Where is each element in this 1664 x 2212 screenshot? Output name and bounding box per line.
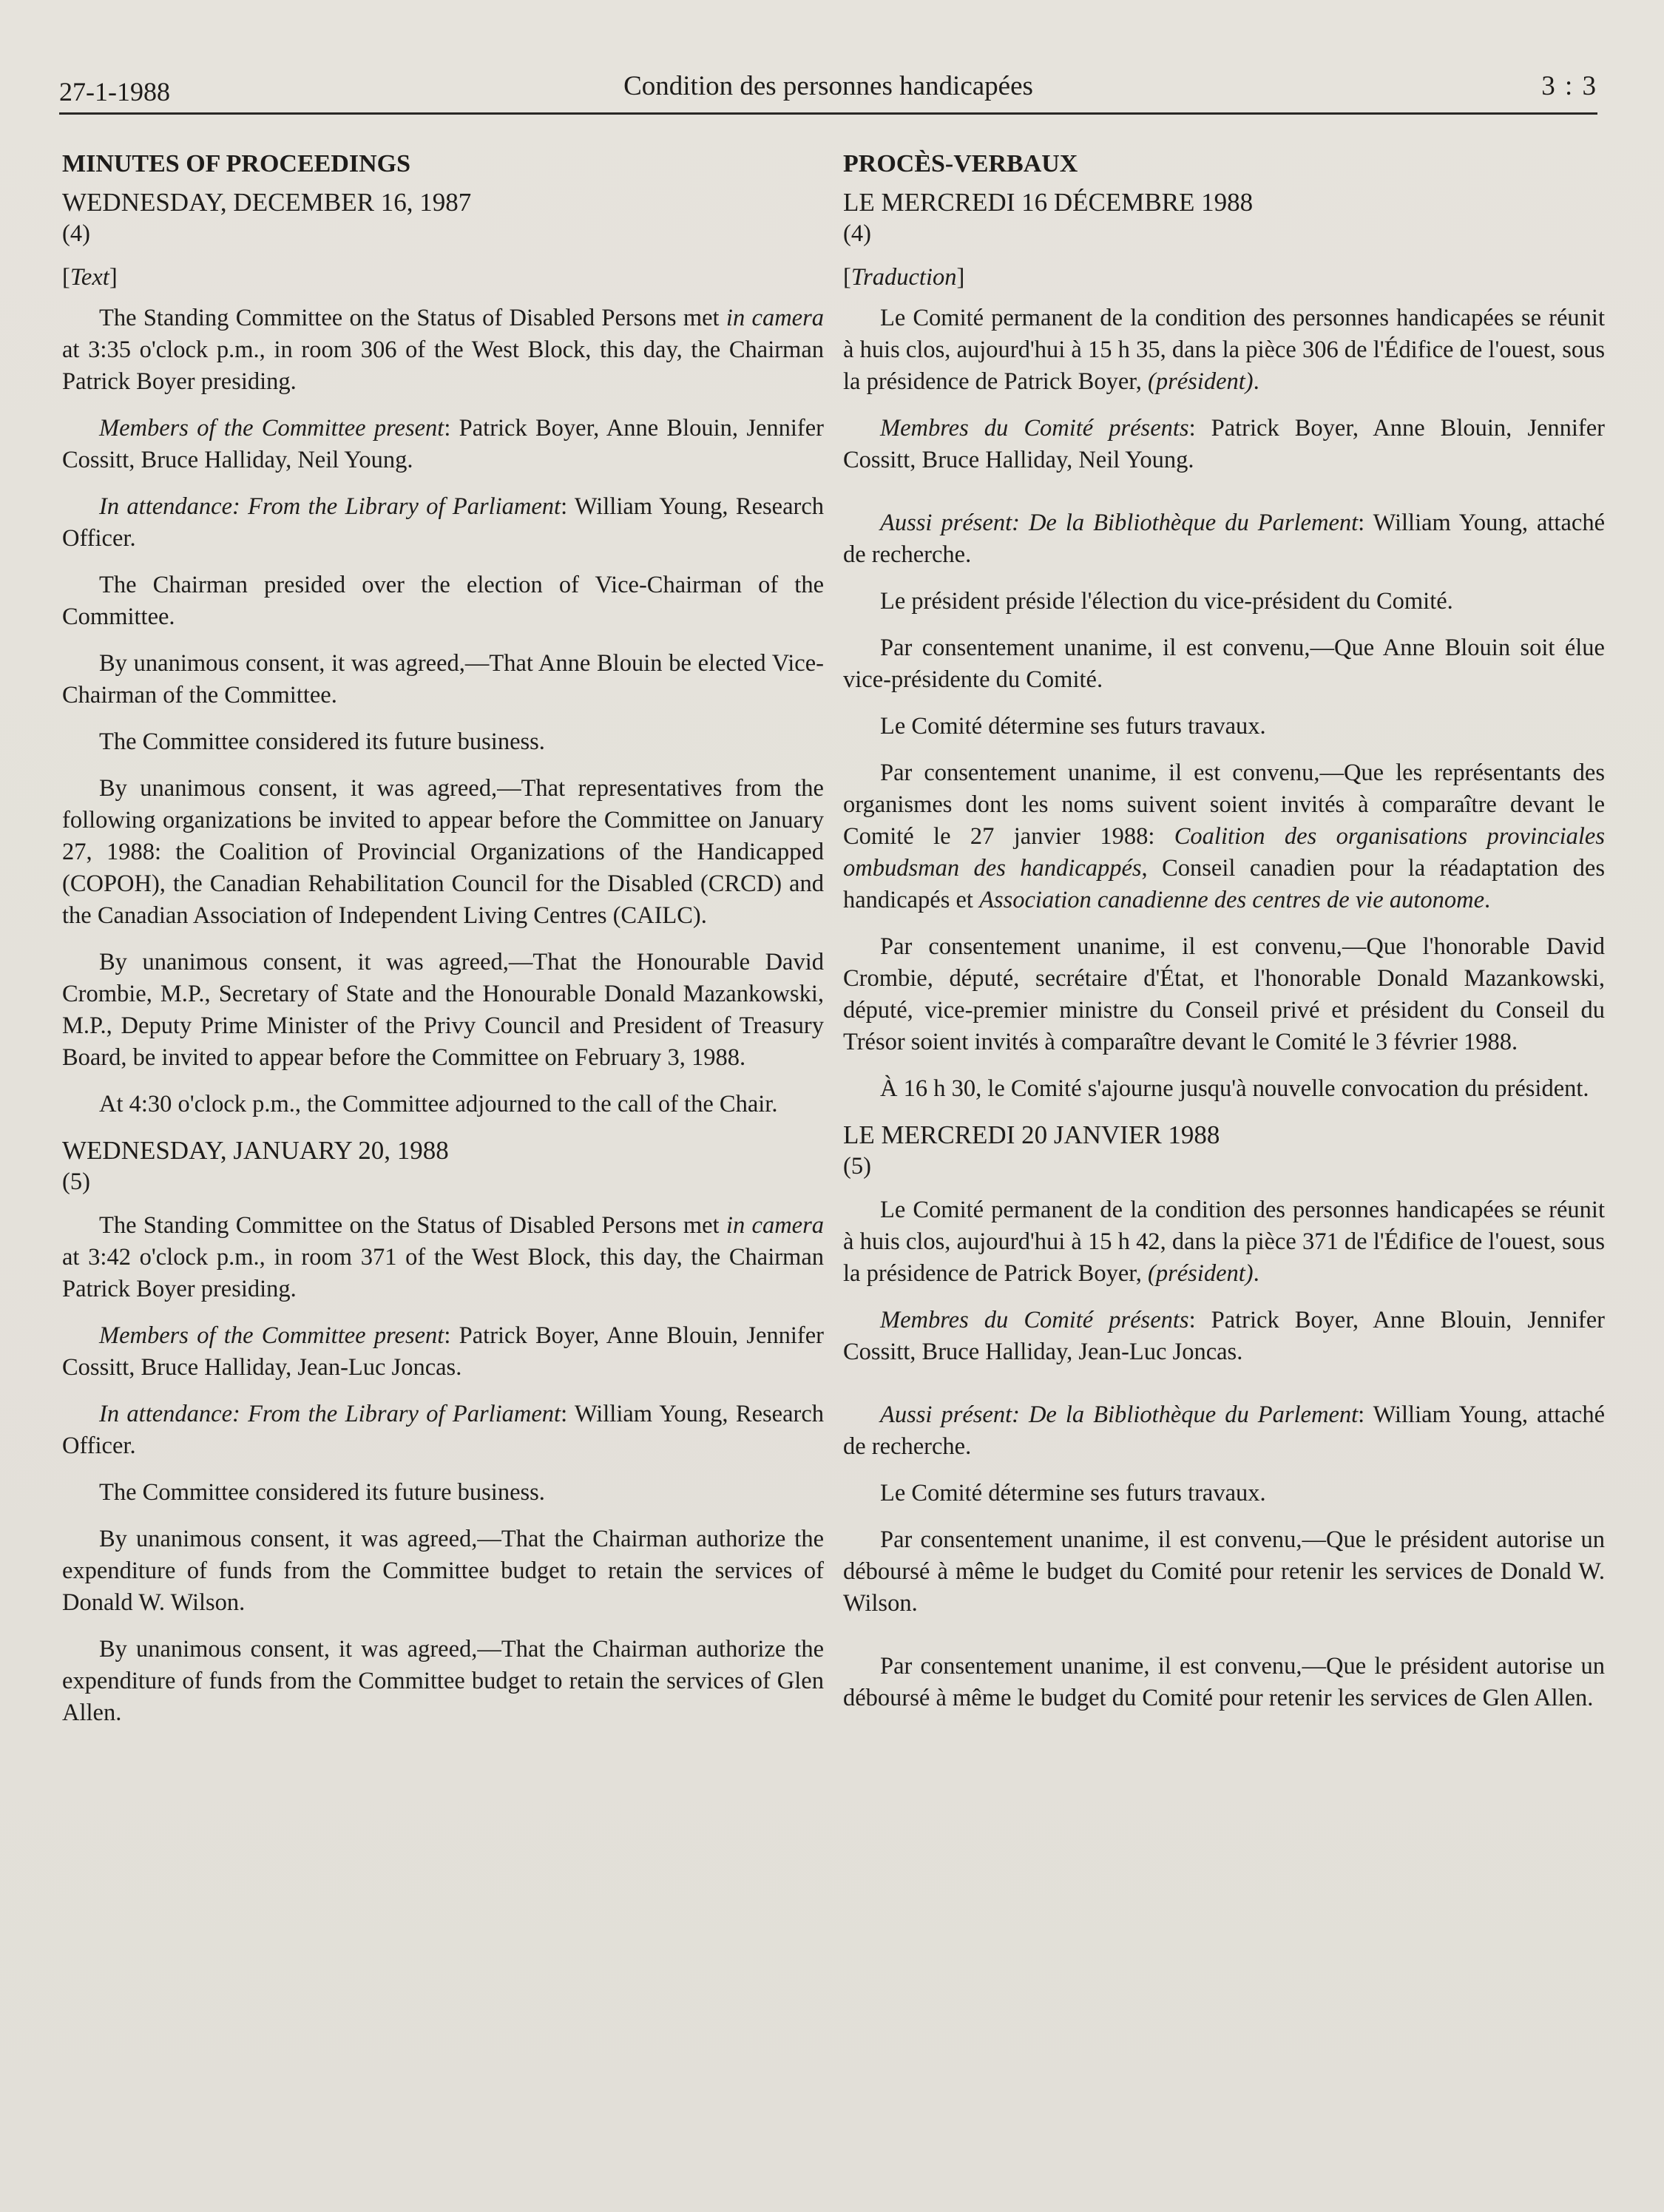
french-heading: PROCÈS-VERBAUX xyxy=(843,150,1078,177)
translation-label-fr: [Traduction] xyxy=(843,264,965,291)
english-heading: MINUTES OF PROCEEDINGS xyxy=(62,150,411,177)
english-column xyxy=(62,148,824,1744)
meeting2-p3-en: By unanimous consent, it was agreed,—That the Chairman authorize the expenditure of funds from the Committee budget to retain the services of Glen Allen. xyxy=(62,1636,824,1726)
header-date: 27-1-1988 xyxy=(59,77,170,106)
meeting2-p2-en: By unanimous consent, it was agreed,—That the Chairman authorize the expenditure of funds from the Committee budget to retain the services of Donald W. Wilson. xyxy=(62,1526,824,1616)
header-title: Condition des personnes handicapées xyxy=(623,71,1033,101)
meeting1-p6-en: At 4:30 o'clock p.m., the Committee adjourned to the call of the Chair. xyxy=(99,1091,778,1117)
meeting1-p3-fr: Le Comité détermine ses futurs travaux. xyxy=(880,713,1266,740)
meeting1-p6-fr: À 16 h 30, le Comité s'ajourne jusqu'à nouvelle convocation du président. xyxy=(880,1075,1589,1102)
meeting1-p5-fr: Par consentement unanime, il est convenu,—Que l'honorable David Crombie, député, secrétaire d'État, et l'honorable Donald Mazankowski, député, vice-premier ministre du Conseil privé et président du Conseil du Trésor soient invités à comparaître devant le Comité le 3 février 1988. xyxy=(843,933,1605,1055)
meeting1-p2-en: By unanimous consent, it was agreed,—That Anne Blouin be elected Vice-Chairman of the Committee. xyxy=(62,650,824,708)
meeting2-p3-fr: Par consentement unanime, il est convenu,—Que le président autorise un déboursé à même le budget du Comité pour retenir les services de Glen Allen. xyxy=(843,1653,1605,1711)
meeting2-number-en: (5) xyxy=(62,1168,90,1195)
meeting2-p1-en: The Committee considered its future business. xyxy=(99,1479,545,1506)
meeting1-date-en: WEDNESDAY, DECEMBER 16, 1987 xyxy=(62,188,472,217)
meeting1-date-fr: LE MERCREDI 16 DÉCEMBRE 1988 xyxy=(843,188,1254,217)
meeting2-members-fr: Membres du Comité présents: Patrick Boyer, Anne Blouin, Jennifer Cossitt, Bruce Halliday, Jean-Luc Joncas. xyxy=(843,1307,1605,1365)
header-rule xyxy=(59,112,1597,115)
running-head xyxy=(59,70,1597,113)
meeting2-opening-en: The Standing Committee on the Status of Disabled Persons met in camera at 3:42 o'clock p.m., in room 371 of the West Block, this day, the Chairman Patrick Boyer presiding. xyxy=(62,1212,824,1302)
meeting1-p1-en: The Chairman presided over the election of Vice-Chairman of the Committee. xyxy=(62,572,824,630)
meeting1-members-fr: Membres du Comité présents: Patrick Boyer, Anne Blouin, Jennifer Cossitt, Bruce Halliday, Neil Young. xyxy=(843,415,1605,473)
meeting1-p2-fr: Par consentement unanime, il est convenu,—Que Anne Blouin soit élue vice-présidente du Comité. xyxy=(843,635,1605,693)
meeting2-date-en: WEDNESDAY, JANUARY 20, 1988 xyxy=(62,1136,449,1165)
meeting1-p4-fr: Par consentement unanime, il est convenu,—Que les représentants des organismes dont les noms suivent soient invités à comparaître devant le Comité le 27 janvier 1988: Coalition des organisations provinciales ombudsman des handicappés, Conseil canadien pour la réadaptation des handicapés et Association canadienne des centres de vie autonome. xyxy=(843,760,1605,913)
french-column xyxy=(843,148,1605,1729)
meeting1-number-fr: (4) xyxy=(843,220,871,247)
meeting2-attendance-fr: Aussi présent: De la Bibliothèque du Parlement: William Young, attaché de recherche. xyxy=(843,1401,1605,1460)
meeting1-members-en: Members of the Committee present: Patrick Boyer, Anne Blouin, Jennifer Cossitt, Bruce Halliday, Neil Young. xyxy=(62,415,824,473)
meeting2-number-fr: (5) xyxy=(843,1153,871,1180)
meeting1-p5-en: By unanimous consent, it was agreed,—That the Honourable David Crombie, M.P., Secretary of State and the Honourable Donald Mazankowski, M.P., Deputy Prime Minister of the Privy Council and President of Treasury Board, be invited to appear before the Committee on February 3, 1988. xyxy=(62,949,824,1071)
meeting1-attendance-en: In attendance: From the Library of Parliament: William Young, Research Officer. xyxy=(62,493,824,552)
meeting1-attendance-fr: Aussi présent: De la Bibliothèque du Parlement: William Young, attaché de recherche. xyxy=(843,510,1605,568)
meeting1-p4-en: By unanimous consent, it was agreed,—That representatives from the following organizations be invited to appear before the Committee on January 27, 1988: the Coalition of Provincial Organizations of the Handicapped (COPOH), the Canadian Rehabilitation Council for the Disabled (CRCD) and the Canadian Association of Independent Living Centres (CAILC). xyxy=(62,775,824,929)
meeting1-opening-fr: Le Comité permanent de la condition des personnes handicapées se réunit à huis clos, aujourd'hui à 15 h 35, dans la pièce 306 de l'Édifice de l'ouest, sous la présidence de Patrick Boyer, (président). xyxy=(843,305,1605,395)
meeting1-opening-en: The Standing Committee on the Status of Disabled Persons met in camera at 3:35 o'clock p.m., in room 306 of the West Block, this day, the Chairman Patrick Boyer presiding. xyxy=(62,305,824,395)
meeting2-date-fr: LE MERCREDI 20 JANVIER 1988 xyxy=(843,1120,1220,1149)
meeting2-attendance-en: In attendance: From the Library of Parliament: William Young, Research Officer. xyxy=(62,1401,824,1459)
meeting1-p3-en: The Committee considered its future business. xyxy=(99,728,545,755)
meeting2-opening-fr: Le Comité permanent de la condition des personnes handicapées se réunit à huis clos, aujourd'hui à 15 h 42, dans la pièce 371 de l'Édifice de l'ouest, sous la présidence de Patrick Boyer, (président). xyxy=(843,1197,1605,1287)
meeting2-p1-fr: Le Comité détermine ses futurs travaux. xyxy=(880,1480,1266,1506)
text-label-en: [Text] xyxy=(62,264,118,291)
meeting1-number-en: (4) xyxy=(62,220,90,247)
meeting1-p1-fr: Le président préside l'élection du vice-président du Comité. xyxy=(880,588,1453,615)
meeting2-members-en: Members of the Committee present: Patrick Boyer, Anne Blouin, Jennifer Cossitt, Bruce Halliday, Jean-Luc Joncas. xyxy=(62,1322,824,1381)
meeting2-p2-fr: Par consentement unanime, il est convenu,—Que le président autorise un déboursé à même le budget du Comité pour retenir les services de Donald W. Wilson. xyxy=(843,1526,1605,1617)
page-number: 3 : 3 xyxy=(1541,71,1597,101)
